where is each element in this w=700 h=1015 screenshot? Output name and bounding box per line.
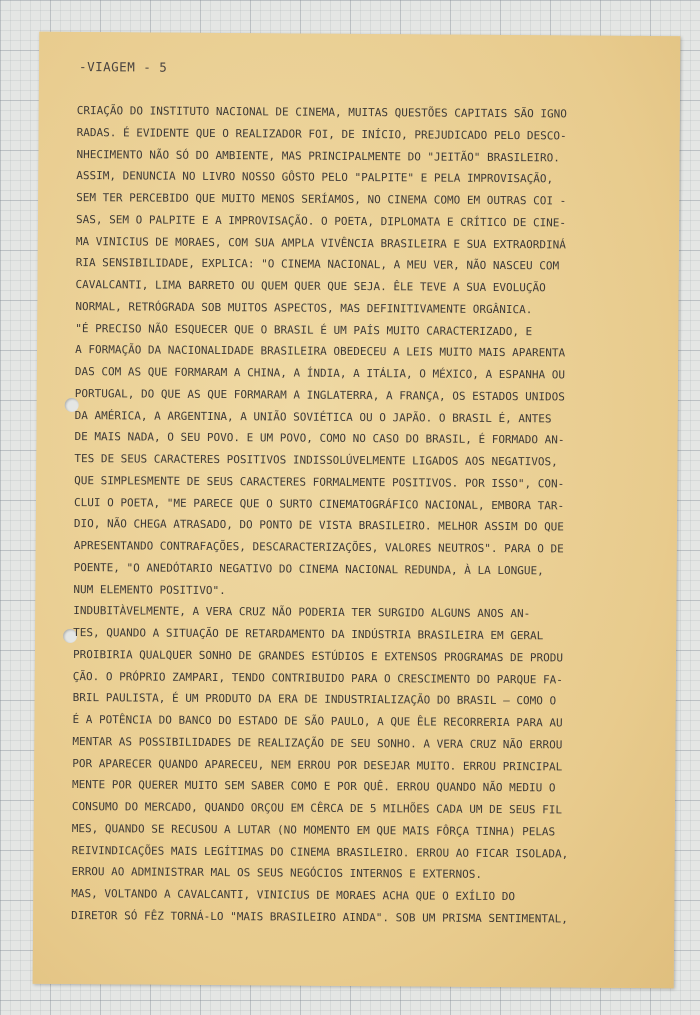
text-line: MES, QUANDO SE RECUSOU A LUTAR (NO MOMENTO EM QUE MAIS FÔRÇA TINHA) PELAS	[71, 821, 556, 839]
typewritten-page	[33, 32, 681, 988]
text-line: POR APARECER QUANDO APARECEU, NEM ERROU POR DESEJAR MUITO. ERROU PRINCIPAL	[72, 756, 563, 773]
text-line: SAS, SEM O PALPITE E A IMPROVISAÇÃO. O POETA, DIPLOMATA E CRÍTICO DE CINE-	[75, 212, 567, 230]
text-line: A FORMAÇÃO DA NACIONALIDADE BRASILEIRA OBEDECEU A LEIS MUITO MAIS APARENTA	[75, 343, 566, 360]
text-line: DE MAIS NADA, O SEU POVO. E UM POVO, COMO NO CASO DO BRASIL, É FORMADO AN-	[74, 430, 565, 447]
text-line: "É PRECISO NÃO ESQUECER QUE O BRASIL É UM PAÍS MUITO CARACTERIZADO, E	[75, 321, 533, 338]
text-line: MA VINICIUS DE MORAES, COM SUA AMPLA VIVÊNCIA BRASILEIRA E SUA EXTRAORDINÁ	[75, 234, 566, 251]
text-line: MENTE POR QUERER MUITO SEM SABER COMO E POR QUÊ. ERROU QUANDO NÃO MEDIU O	[72, 778, 556, 795]
text-line: RIA SENSIBILIDADE, EXPLICA: "O CINEMA NACIONAL, A MEU VER, NÃO NASCEU COM	[75, 256, 560, 273]
text-line: INDUBITÀVELMENTE, A VERA CRUZ NÃO PODERIA TER SURGIDO ALGUNS ANOS AN-	[73, 604, 531, 621]
text-line: DA AMÉRICA, A ARGENTINA, A UNIÃO SOVIÉTICA OU O JAPÃO. O BRASIL É, ANTES	[74, 408, 552, 425]
text-line: CLUI O POETA, "ME PARECE QUE O SURTO CINEMATOGRÁFICO NACIONAL, EMBORA TAR-	[74, 495, 565, 512]
text-line: CAVALCANTI, LIMA BARRETO OU QUEM QUER QUE SEJA. ÊLE TEVE A SUA EVOLUÇÃO	[75, 278, 546, 295]
text-line: CONSUMO DO MERCADO, QUANDO ORÇOU EM CÊRCA DE 5 MILHÕES CADA UM DE SEUS FIL	[71, 800, 563, 817]
text-line: RADAS. É EVIDENTE QUE O REALIZADOR FOI, DE INÍCIO, PREJUDICADO PELO DESCO-	[76, 125, 567, 143]
body-text	[71, 100, 662, 931]
text-line: TES, QUANDO A SITUAÇÃO DE RETARDAMENTO DA INDÚSTRIA BRASILEIRA EM GERAL	[73, 626, 544, 643]
text-line: ÇÃO. O PRÓPRIO ZAMPARI, TENDO CONTRIBUIDO PARA O CRESCIMENTO DO PARQUE FA-	[72, 669, 563, 686]
text-line: ERROU AO ADMINISTRAR MAL OS SEUS NEGÓCIOS INTERNOS E EXTERNOS.	[71, 865, 483, 882]
text-line: CRIAÇÃO DO INSTITUTO NACIONAL DE CINEMA, MUITAS QUESTÕES CAPITAIS SÃO IGNO	[76, 104, 567, 121]
text-line: PROIBIRIA QUALQUER SONHO DE GRANDES ESTÚDIOS E EXTENSOS PROGRAMAS DE PRODU	[72, 647, 564, 665]
text-line: PORTUGAL, DO QUE AS QUE FORMARAM A INGLATERRA, A FRANÇA, OS ESTADOS UNIDOS	[74, 386, 565, 404]
text-line: TES DE SEUS CARACTERES POSITIVOS INDISSOLÚVELMENTE LIGADOS AOS NEGATIVOS,	[74, 452, 558, 469]
text-line: APRESENTANDO CONTRAFAÇÕES, DESCARACTERIZAÇÕES, VALORES NEUTROS". PARA O DE	[73, 539, 564, 556]
text-line: NHECIMENTO NÃO SÓ DO AMBIENTE, MAS PRINCIPALMENTE DO "JEITÃO" BRASILEIRO.	[76, 147, 560, 164]
text-line: REIVINDICAÇÕES MAIS LEGÍTIMAS DO CINEMA BRASILEIRO. ERROU AO FICAR ISOLADA,	[71, 843, 569, 860]
text-line: DIRETOR SÓ FÊZ TORNÁ-LO "MAIS BRASILEIRO AINDA". SOB UM PRISMA SENTIMENTAL,	[71, 908, 568, 926]
text-line: ASSIM, DENUNCIA NO LIVRO NOSSO GÔSTO PELO "PALPITE" E PELA IMPROVISAÇÃO,	[76, 169, 554, 186]
text-line: QUE SIMPLESMENTE DE SEUS CARACTERES FORMALMENTE POSITIVOS. POR ISSO", CON-	[74, 473, 565, 491]
text-line: NORMAL, RETRÓGRADA SOB MUITOS ASPECTOS, MAS DEFINITIVAMENTE ORGÂNICA.	[75, 299, 533, 316]
text-line: BRIL PAULISTA, É UM PRODUTO DA ERA DE INDUSTRIALIZAÇÃO DO BRASIL — COMO O	[72, 691, 557, 708]
text-line: DAS COM AS QUE FORMARAM A CHINA, A ÍNDIA, A ITÁLIA, O MÉXICO, A ESPANHA OU	[74, 365, 566, 382]
page-header: -VIAGEM - 5	[79, 59, 168, 75]
text-line: POENTE, "O ANEDÓTARIO NEGATIVO DO CINEMA NACIONAL REDUNDA, À LA LONGUE,	[73, 560, 544, 578]
text-line: SEM TER PERCEBIDO QUE MUITO MENOS SERÍAMOS, NO CINEMA COMO EM OUTRAS COI -	[76, 191, 567, 208]
text-line: MENTAR AS POSSIBILIDADES DE REALIZAÇÃO DE SEU SONHO. A VERA CRUZ NÃO ERROU	[72, 734, 563, 752]
text-line: DIO, NÃO CHEGA ATRASADO, DO PONTO DE VISTA BRASILEIRO. MELHOR ASSIM DO QUE	[73, 517, 565, 534]
text-line: É A POTÊNCIA DO BANCO DO ESTADO DE SÃO PAULO, A QUE ÊLE RECORRERIA PARA AU	[72, 713, 563, 730]
text-line: MAS, VOLTANDO A CAVALCANTI, VINICIUS DE MORAES ACHA QUE O EXÍLIO DO	[71, 887, 516, 904]
text-line: NUM ELEMENTO POSITIVO".	[73, 582, 226, 597]
